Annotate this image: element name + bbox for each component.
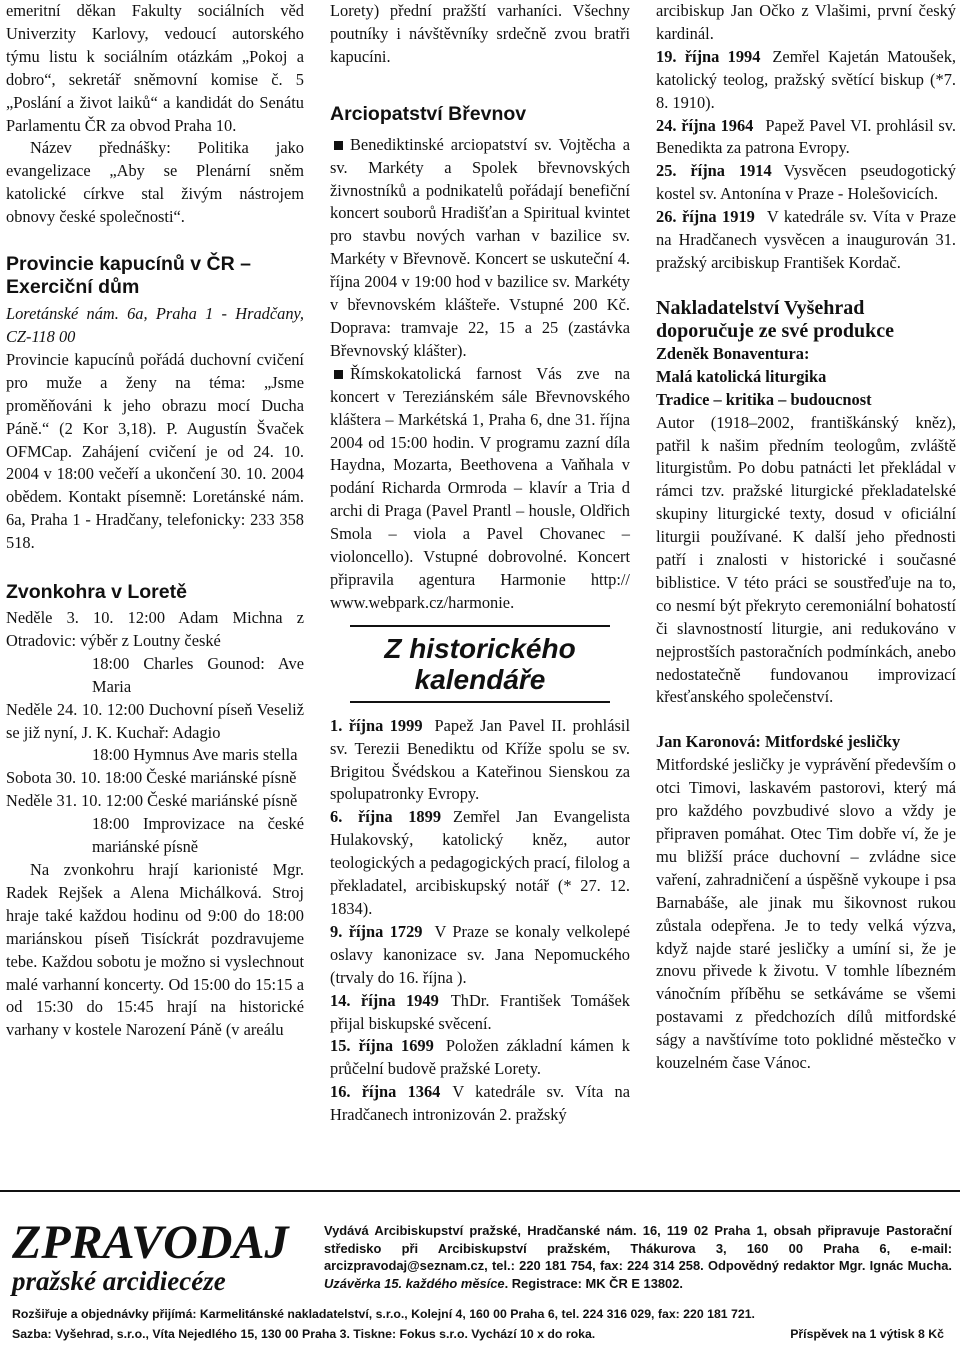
calendar-date: 16. října 1364 xyxy=(330,1082,441,1102)
calendar-date: 14. října 1949 xyxy=(330,990,439,1010)
calendar-item: 25. října 1914 Vysvěcen pseudogotický kostel sv. Antonína v Praze - Holešovicích. xyxy=(656,161,956,204)
calendar-item: 15. října 1699 Položen základní kámen k průčelní budově pražské Lorety. xyxy=(330,1036,630,1079)
imprint-text: Vydává Arcibiskupství pražské, Hradčanské nám. 16, 119 02 Praha 1, obsah připravuje Pastorační středisko při Arcibiskupství pražském, Thákurova 3, 160 00 Praha 6, e-mail: arcizpravodaj@seznam.cz, tel.: 220 181 754, fax: 224 314 258. Odpovědný redaktor Mgr. Ignác Mucha. Uzávěrka 15. každého měsíce. Registrace: MK ČR E 13802. xyxy=(324,1223,952,1291)
brevnov-item-1: Benediktinské arciopatství sv. Vojtěcha a sv. Markéty a Spolek břevnovských živnostníků a podnikatelů pořádají benefiční koncert souborů Hradišťan a Spiritual kvintet pro stavbu nových varhan v bazilice sv. Markéty v Břevnově. Koncert se uskuteční 4. října 2004 v 19:00 hod v bazilice sv. Markéty v břevnovském klášteře. Vstupné 200 Kč. Doprava: tramvaje 22, 15 a 25 (zastávka Břevnovský klášter). xyxy=(330,134,630,360)
carillon-line-7: 18:00 Improvizace na české mariánské písně xyxy=(92,814,304,857)
calendar-item: 19. října 1994 Zemřel Kajetán Matoušek, katolický teolog, pražský světící biskup (*7. 8. 1910). xyxy=(656,46,956,112)
carillon-heading: Zvonkohra v Loretě xyxy=(6,581,187,604)
calendar-item: 9. října 1729 V Praze se konaly velkolepé oslavy kanonizace sv. Jana Nepomuckého (trvaly do 16. října ). xyxy=(330,921,630,987)
column-2 xyxy=(330,0,630,1127)
masthead-logo-subtitle: pražské arcidiecéze xyxy=(12,1266,226,1296)
calendar-heading: Z historického kalendáře xyxy=(350,625,610,703)
calendar-date: 24. října 1964 xyxy=(656,115,754,135)
publisher-heading: Nakladatelství Vyšehrad doporučuje ze své produkce xyxy=(656,296,894,342)
book-author: Zdeněk Bonaventura: xyxy=(656,343,810,363)
calendar-date: 1. října 1999 xyxy=(330,715,423,735)
carillon-line-4: 18:00 Hymnus Ave maris stella xyxy=(92,745,298,765)
carillon-line-6: Neděle 31. 10. 12:00 České mariánské písně xyxy=(6,791,298,811)
column-1 xyxy=(6,0,304,1042)
bullet-square-icon xyxy=(334,370,343,379)
capuchins-address: Loretánské nám. 6a, Praha 1 - Hradčany, CZ-118 00 xyxy=(6,304,304,346)
calendar-item: 1. října 1999 Papež Jan Pavel II. prohlásil sv. Terezii Benediktu od Kříže spolu se sv. Brigitou Švédskou a Kateřinou Sienskou za spolupatronky Evropy. xyxy=(330,715,630,804)
intro-paragraph: emeritní děkan Fakulty sociálních věd Univerzity Karlovy, vedoucí autorského týmu listu k sociálním otázkám „Pokoj a dobro“, sekretář sněmovní komise č. 5 „Poslání a život laiků“ a kandidát do Senátu Parlamentu ČR za obvod Praha 10. xyxy=(6,1,304,135)
calendar-date: 15. října 1699 xyxy=(330,1036,434,1056)
book2-description: Mitfordské jesličky je vyprávění především o otci Timovi, laskavém pastorovi, který má pro každého povzbudivé slovo a vždy je připraven pomáhat. Otec Tim dobře ví, že je mu bližší práce duchovní – zvládne sice vaření, zahradničení a úspěšně vykoupe i psa Barnabáše, ale jinak mu šikovnost rukou zůstala odepřena. Je to tedy velká výzva, když najde staré jesličky a umíní si, že je znovu přivede k životu. V tomhle líbezném vánočním příběhu se setkáváme se všemi postavami z předchozích dílů mitfordské ságy a navštívíme toto poklidné městečko v kouzelném čase Vánoc. xyxy=(656,755,956,1073)
book-subtitle: Tradice – kritika – budoucnost xyxy=(656,389,872,409)
price-text: Příspěvek na 1 výtisk 8 Kč xyxy=(790,1327,944,1341)
brevnov-item-2: Římskokatolická farnost Vás zve na koncert v Tereziánském sále Břevnovského kláštera – Markétská 1, Praha 6, dne 31. října 2004 od 15:00 hodin. V programu zazní díla Haydna, Mozarta, Beethovena a Vaňhala v podání Richarda Ormroda – klavír a Tria d archi di Praga (Pavel Prantl – housle, Oldřich Smola – viola a Pavel Chovanec – violoncello). Vstupné dobrovolné. Koncert připravila agentura Harmonie http:// www.webpark.cz/harmonie. xyxy=(330,363,630,612)
capuchins-heading: Provincie kapucínů v ČR – Exerciční dům xyxy=(6,253,251,299)
carillon-line-1: Neděle 3. 10. 12:00 Adam Michna z Otradovic: výběr z Loutny české xyxy=(6,608,304,650)
book-description: Autor (1918–2002, františkánský kněz), patřil k našim předním teologům, zvláště liturgistům. Po dobu patnácti let překládal v rámci tzv. pražské liturgické překladatelské skupiny liturgické texty, dosud v oficiální liturgii používané. K další jeho přednosti patří i znalosti v historické i současné biblistice. V této práci se soustřeďuje na to, co nesmí být překryto ceremoniální bohatostí či slavnostností liturgie, ani redukováno v nejprostších pastoračních podmínkách, anebo nedostatečně fundovanou improvizací křesťanského společenství. xyxy=(656,412,956,707)
brevnov-heading: Arciopatství Břevnov xyxy=(330,102,527,125)
calendar-item: 16. října 1364 V katedrále sv. Víta na Hradčanech intronizován 2. pražský xyxy=(330,1082,630,1125)
distribution-line: Rozšiřuje a objednávky přijímá: Karmelitánské nakladatelství, s.r.o., Kolejní 4, 160 00 Praha 6, tel. 224 316 029, fax: 220 181 721. xyxy=(12,1307,755,1321)
calendar-item-end: arcibiskup Jan Očko z Vlašimi, první český kardinál. xyxy=(656,1,956,43)
calendar-date: 26. října 1919 xyxy=(656,207,755,227)
masthead-logo: ZPRAVODAJ xyxy=(12,1216,289,1269)
carillon-line-3: Neděle 24. 10. 12:00 Duchovní píseň Veseliž se již nyní, J. K. Kuchař: Adagio xyxy=(6,699,304,742)
deadline-text: Uzávěrka 15. každého měsíce xyxy=(324,1275,505,1291)
calendar-date: 6. října 1899 xyxy=(330,807,442,827)
calendar-item: 26. října 1919 V katedrále sv. Víta v Praze na Hradčanech vysvěcen a inaugurován 31. pražský arcibiskup František Kordač. xyxy=(656,207,956,272)
bullet-square-icon xyxy=(334,141,343,150)
calendar-list xyxy=(330,715,630,1127)
calendar-date: 19. října 1994 xyxy=(656,46,761,66)
carillon-line-2: 18:00 Charles Gounod: Ave Maria xyxy=(92,653,304,696)
calendar-item: 24. října 1964 Papež Pavel VI. prohlásil sv. Benedikta za patrona Evropy. xyxy=(656,115,956,158)
carillon-info: Na zvonkohru hrají karionisté Mgr. Radek Rejšek a Alena Michálková. Stroj hraje také každou hodinu od 9:00 do 18:00 mariánskou píseň Tisíckrát pozdravujeme tebe. Každou sobotu je možno si vyslechnout malé varhanní koncerty. Od 15:00 do 15:15 a od 15:30 do 15:45 hrají na historické varhany v kostele Narození Páně (v areálu xyxy=(6,860,304,1040)
column-3 xyxy=(656,0,956,1075)
book-title: Malá katolická liturgika xyxy=(656,366,827,386)
carillon-line-5: Sobota 30. 10. 18:00 České mariánské písně xyxy=(6,768,297,788)
calendar-item: 14. října 1949 ThDr. František Tomášek přijal biskupské svěcení. xyxy=(330,990,630,1033)
calendar-date: 9. října 1729 xyxy=(330,921,423,941)
book2-heading: Jan Karonová: Mitfordské jesličky xyxy=(656,732,901,752)
lecture-title-paragraph: Název přednášky: Politika jako evangelizace „Aby se Plenární sněm katolické církve stal živým nástrojem obnovy české společnosti“. xyxy=(6,138,304,227)
masthead-footer xyxy=(0,1190,960,1354)
calendar-date: 25. října 1914 xyxy=(656,161,772,181)
carillon-info-end: Lorety) přední pražští varhaníci. Všechny poutníky i návštěvníky srdečně zvou bratři kapucíni. xyxy=(330,1,630,66)
production-line: Sazba: Vyšehrad, s.r.o., Víta Nejedlého 15, 130 00 Praha 3. Tiskne: Fokus s.r.o. Vychází 10 x do roka. Příspěvek na 1 výtisk 8 Kč xyxy=(12,1327,944,1341)
capuchins-body: Provincie kapucínů pořádá duchovní cvičení pro muže a ženy na téma: „Jsme proměňováni k jeho obrazu mocí Ducha Páně.“ (2 Kor 3,18). P. Augustín Švaček OFMCap. Zahájení cvičení je od 24. 10. 2004 v 18:00 večeří a ukončení 30. 10. 2004 obědem. Kontakt písemně: Loretánské nám. 6a, Praha 1 - Hradčany, telefonicky: 233 358 518. xyxy=(6,349,304,553)
calendar-item: 6. října 1899 Zemřel Jan Evangelista Hulakovský, katolický kněz, autor teologických a pedagogických prací, filolog a překladatel, arcibiskupský notář (* 27. 12. 1834). xyxy=(330,807,630,918)
